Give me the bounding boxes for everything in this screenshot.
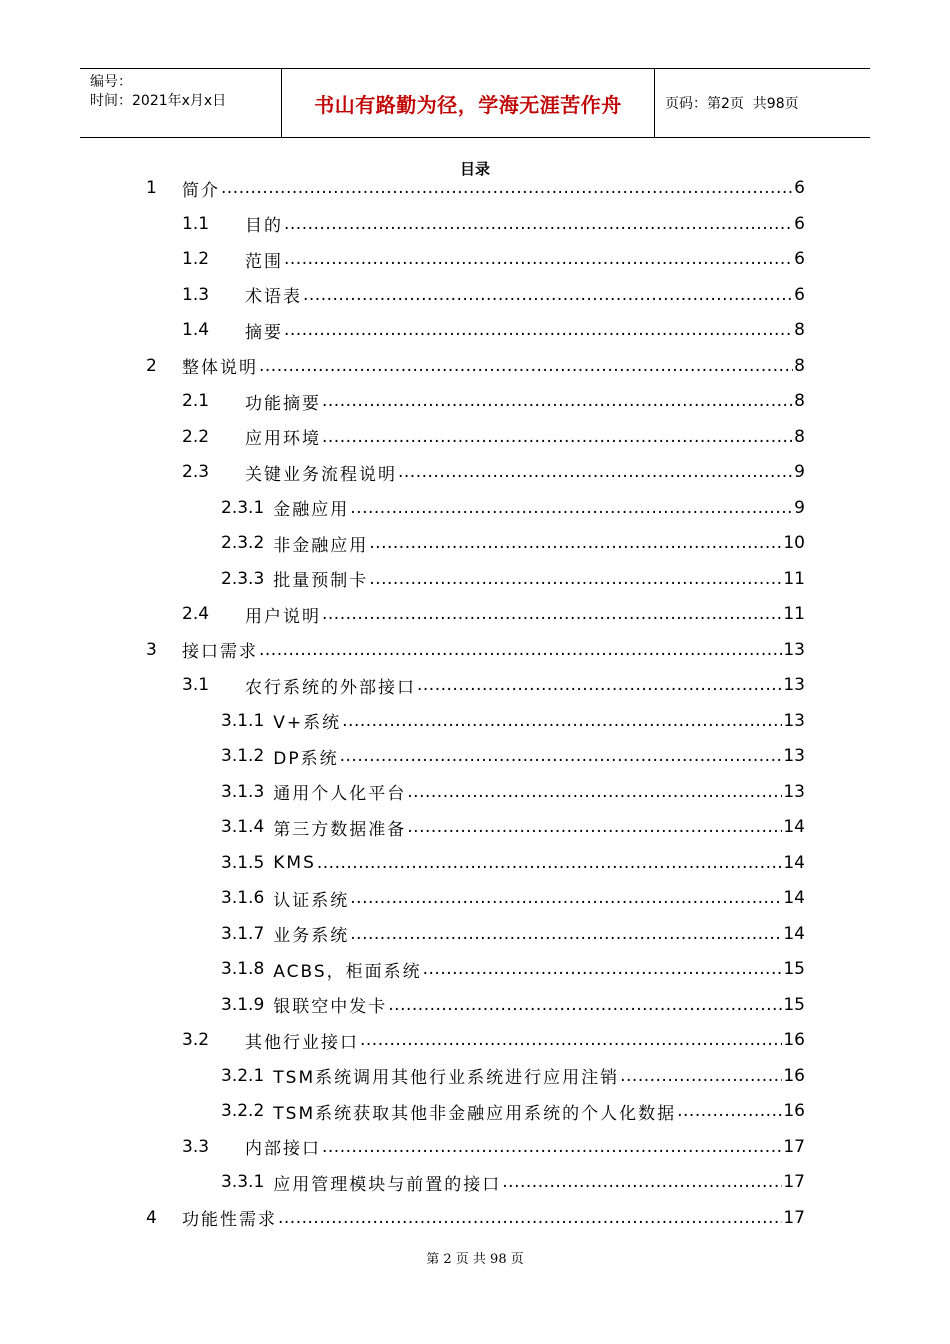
toc-leader-dots	[417, 675, 782, 695]
toc-leader-dots	[360, 1030, 782, 1050]
toc-entry-title: 关键业务流程说明	[245, 464, 397, 485]
toc-entry-title: 目的	[245, 216, 283, 236]
toc-entry-title: 用户说明	[245, 606, 321, 627]
toc-entry-title: 认证系统	[273, 890, 350, 911]
toc-entry[interactable]	[182, 668, 805, 702]
toc-entry[interactable]	[182, 384, 805, 418]
toc-entry-page: 16	[783, 1065, 805, 1086]
toc-entry[interactable]	[221, 1165, 805, 1199]
toc-entry-title: DP系统	[273, 748, 339, 769]
toc-leader-dots	[221, 178, 793, 198]
toc-entry-number: 3.1.7	[221, 923, 265, 944]
toc-leader-dots	[303, 285, 793, 305]
toc-entry[interactable]	[182, 420, 805, 454]
toc-entry-number: 3.1.2	[221, 746, 265, 766]
toc-leader-dots	[350, 498, 793, 518]
toc-entry-page: 9	[794, 497, 805, 518]
toc-entry-number: 2.1	[182, 391, 210, 411]
toc-entry-number: 3.1.1	[221, 710, 265, 731]
toc-entry[interactable]	[221, 952, 805, 986]
toc-entry[interactable]	[221, 775, 805, 809]
toc-entry[interactable]	[221, 1059, 805, 1093]
toc-entry-number: 1	[146, 178, 157, 198]
toc-leader-dots	[350, 888, 782, 908]
header-page-info: 页码：第2页 共98页	[665, 96, 799, 112]
toc-entry-number: 2.2	[182, 426, 210, 447]
toc-entry[interactable]	[146, 171, 805, 205]
toc-leader-dots	[322, 391, 793, 411]
toc-entry-page: 13	[783, 781, 805, 802]
toc-entry[interactable]	[221, 739, 805, 773]
toc-entry[interactable]	[221, 988, 805, 1022]
toc-leader-dots	[259, 640, 782, 660]
toc-entry[interactable]	[182, 455, 805, 489]
toc-entry[interactable]	[221, 881, 805, 915]
toc-entry[interactable]	[221, 810, 805, 844]
toc-leader-dots	[620, 1066, 782, 1086]
toc-leader-dots	[322, 604, 782, 624]
toc-entry-page: 8	[794, 355, 805, 376]
toc-entry-page: 6	[794, 213, 805, 234]
toc-leader-dots	[398, 462, 793, 482]
toc-entry[interactable]	[182, 278, 805, 312]
page-header	[80, 68, 870, 138]
toc-entry-title: 接口需求	[182, 642, 258, 662]
toc-entry-page: 13	[783, 639, 805, 660]
toc-entry[interactable]	[182, 313, 805, 347]
toc-leader-dots	[388, 995, 782, 1015]
toc-entry-title: 功能性需求	[182, 1210, 277, 1230]
toc-entry-title: 批量预制卡	[273, 571, 369, 591]
toc-leader-dots	[677, 1101, 782, 1121]
toc-entry-page: 17	[783, 1207, 805, 1228]
toc-leader-dots	[278, 1208, 782, 1228]
toc-leader-dots	[350, 924, 782, 944]
toc-entry-number: 3.2.2	[221, 1101, 265, 1121]
toc-entry-title: 功能摘要	[245, 393, 321, 414]
toc-entry-title: KMS	[273, 852, 316, 873]
toc-entry-title: ACBS，柜面系统	[273, 961, 422, 982]
toc-entry-number: 1.1	[182, 213, 210, 234]
toc-entry-page: 6	[794, 178, 805, 198]
toc-entry-number: 2.3.2	[221, 533, 265, 553]
toc-entry-title: 范围	[245, 251, 283, 272]
toc-entry-number: 2.3.1	[221, 497, 265, 518]
toc-entry-number: 4	[146, 1207, 157, 1228]
toc-entry-title: 应用环境	[245, 429, 321, 449]
toc-leader-dots	[284, 214, 793, 234]
toc-entry-title: 银联空中发卡	[273, 997, 388, 1017]
toc-entry-number: 3.3.1	[221, 1172, 265, 1192]
toc-entry-page: 15	[783, 959, 805, 979]
toc-entry[interactable]	[182, 1023, 805, 1057]
toc-entry-number: 1.3	[182, 284, 210, 305]
toc-entry[interactable]	[221, 491, 805, 525]
toc-entry[interactable]	[221, 1094, 805, 1128]
toc-entry-page: 8	[794, 426, 805, 447]
toc-entry[interactable]	[221, 846, 805, 880]
toc-leader-dots	[407, 782, 782, 802]
toc-entry-title: 内部接口	[245, 1139, 321, 1159]
toc-leader-dots	[322, 1137, 782, 1157]
toc-entry-title: 通用个人化平台	[273, 784, 407, 804]
header-motto: 书山有路勤为径，学海无涯苦作舟	[282, 69, 655, 137]
toc-entry-title: 非金融应用	[273, 535, 369, 556]
toc-entry-page: 6	[794, 249, 805, 269]
toc-entry-page: 11	[783, 604, 805, 624]
toc-entry-number: 3.3	[182, 1136, 210, 1157]
header-time-label: 时间：2021年x月x日	[90, 93, 227, 109]
toc-entry-number: 1.2	[182, 249, 210, 269]
toc-entry-number: 3	[146, 639, 157, 660]
toc-entry-page: 15	[783, 994, 805, 1015]
toc-entry[interactable]	[182, 242, 805, 276]
toc-entry-number: 3.1.3	[221, 781, 265, 802]
toc-entry[interactable]	[221, 526, 805, 560]
toc-entry[interactable]	[221, 562, 805, 596]
toc-entry[interactable]	[221, 917, 805, 951]
toc-entry-page: 13	[783, 746, 805, 766]
toc-entry-number: 2	[146, 355, 157, 376]
toc-entry-page: 16	[783, 1030, 805, 1050]
toc-entry-title: 简介	[182, 180, 220, 201]
header-page-info-cell	[655, 69, 870, 137]
toc-entry[interactable]	[182, 1130, 805, 1164]
toc-leader-dots	[502, 1172, 782, 1192]
toc-entry-page: 13	[783, 710, 805, 731]
toc-entry-page: 14	[783, 888, 805, 908]
toc-entry-page: 16	[783, 1101, 805, 1121]
toc-entry-number: 3.1.4	[221, 817, 265, 837]
toc-entry-number: 3.2.1	[221, 1065, 265, 1086]
toc-entry[interactable]	[146, 349, 805, 383]
toc-entry-title: 农行系统的外部接口	[245, 677, 416, 698]
toc-entry[interactable]	[182, 207, 805, 241]
toc-leader-dots	[423, 959, 783, 979]
toc-entry-number: 3.1.5	[221, 852, 265, 873]
toc-leader-dots	[317, 853, 782, 873]
toc-entry-title: TSM系统调用其他行业系统进行应用注销	[273, 1068, 620, 1088]
toc-entry-title: 业务系统	[273, 926, 350, 946]
toc-entry-page: 6	[794, 284, 805, 305]
toc-entry[interactable]	[146, 633, 805, 667]
toc-leader-dots	[342, 711, 782, 731]
toc-entry-page: 11	[783, 568, 805, 589]
toc-entry-title: V+系统	[273, 713, 342, 733]
toc-leader-dots	[369, 533, 782, 553]
toc-entry-title: 摘要	[245, 322, 283, 343]
toc-entry[interactable]	[182, 597, 805, 631]
toc-entry-page: 14	[783, 852, 805, 873]
toc-entry-number: 3.1.8	[221, 959, 265, 979]
toc-leader-dots	[259, 356, 793, 376]
toc-leader-dots	[340, 746, 783, 766]
toc-entry-number: 1.4	[182, 320, 210, 340]
toc-entry-number: 3.1.9	[221, 994, 265, 1015]
toc-entry-number: 2.3	[182, 462, 210, 482]
toc-entry[interactable]	[221, 704, 805, 738]
toc-entry-title: 术语表	[245, 287, 302, 307]
toc-entry-title: 整体说明	[182, 358, 258, 378]
header-meta	[80, 69, 282, 137]
toc-entry-page: 14	[783, 923, 805, 944]
toc-entry-page: 13	[783, 675, 805, 695]
toc-title: 目录	[459, 160, 490, 178]
toc-leader-dots	[407, 817, 782, 837]
toc-entry-page: 9	[794, 462, 805, 482]
toc-entry-page: 10	[783, 533, 805, 553]
toc-entry-number: 2.3.3	[221, 568, 265, 589]
toc-entry-page: 14	[783, 817, 805, 837]
toc-leader-dots	[369, 569, 782, 589]
toc-entry-title: 第三方数据准备	[273, 819, 407, 840]
toc-entry[interactable]	[146, 1201, 805, 1235]
toc-entry-page: 8	[794, 320, 805, 340]
toc-entry-title: TSM系统获取其他非金融应用系统的个人化数据	[273, 1103, 677, 1124]
toc-entry-title: 金融应用	[273, 500, 350, 520]
toc-entry-title: 应用管理模块与前置的接口	[273, 1174, 502, 1195]
toc-entry-page: 8	[794, 391, 805, 411]
toc-entry-page: 17	[783, 1136, 805, 1157]
toc-entry-number: 2.4	[182, 604, 210, 624]
page-footer: 第 2 页 共 98 页	[426, 1252, 524, 1267]
toc-leader-dots	[284, 320, 793, 340]
toc-leader-dots	[284, 249, 793, 269]
toc-entry-number: 3.1	[182, 675, 210, 695]
toc-entry-number: 3.1.6	[221, 888, 265, 908]
toc-entry-number: 3.2	[182, 1030, 210, 1050]
toc-entry-title: 其他行业接口	[245, 1032, 359, 1053]
header-number-label: 编号：	[90, 74, 132, 90]
toc-entry-page: 17	[783, 1172, 805, 1192]
toc-leader-dots	[322, 427, 793, 447]
